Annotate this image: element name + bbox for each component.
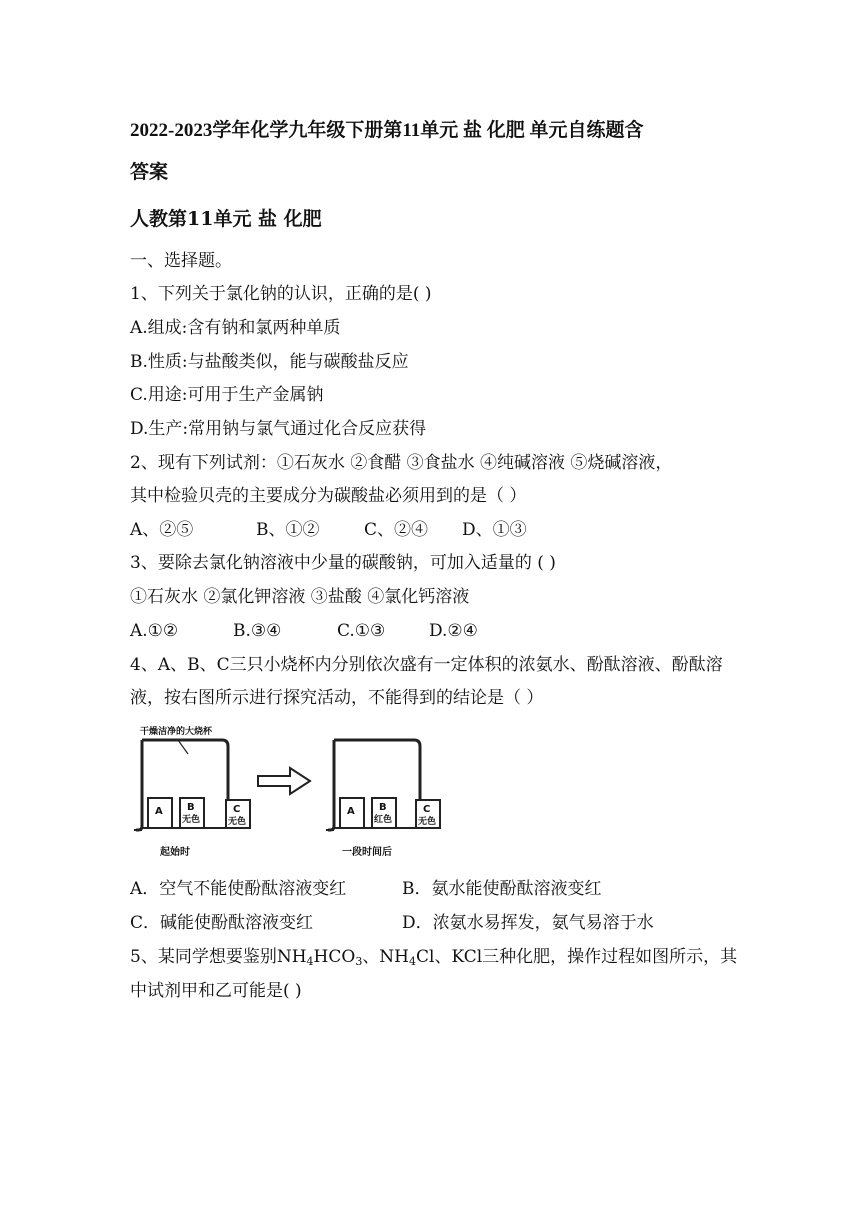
caption-start: 起始时 [160, 847, 190, 858]
question-4-option-c: C．碱能使酚酞溶液变红 [130, 913, 314, 933]
question-1-stem: 1、下列关于氯化钠的认识，正确的是( ) [130, 284, 432, 304]
question-3-reagents: ①石灰水 ②氯化钾溶液 ③盐酸 ④氯化钙溶液 [130, 587, 470, 607]
question-2-stem-line1: 2、现有下列试剂：①石灰水 ②食醋 ③食盐水 ④纯碱溶液 ⑤烧碱溶液， [130, 453, 673, 473]
arrow-icon [258, 768, 310, 794]
question-2-option-a: A、②⑤ [130, 520, 194, 540]
big-beaker-label: 干燥洁净的大烧杯 [140, 727, 213, 737]
question-5-stem-line2: 中试剂甲和乙可能是( ) [130, 981, 302, 1001]
question-2-option-d: D、①③ [462, 520, 527, 540]
experiment-figure [130, 718, 460, 863]
q5-sub-2: 3 [355, 955, 363, 968]
cup-c-after-state: 无色 [418, 817, 437, 827]
question-4-stem-line2: 液，按右图所示进行探究活动，不能得到的结论是（ ） [130, 688, 544, 708]
question-2-stem-line2: 其中检验贝壳的主要成分为碳酸盐必须用到的是（ ） [130, 486, 527, 506]
cup-a-start-label: A [155, 806, 163, 817]
question-2-option-b: B、①② [256, 520, 320, 540]
question-3-option-b: B.③④ [233, 621, 282, 641]
document-title-line1: 2022-2023学年化学九年级下册第11单元 盐 化肥 单元自练题含 [130, 120, 644, 141]
question-5-stem-line1 [130, 946, 737, 968]
question-1-option-b: B.性质:与盐酸类似，能与碳酸盐反应 [130, 352, 409, 372]
question-4-option-a: A．空气不能使酚酞溶液变红 [130, 879, 347, 899]
q5-text-d: Cl、KCl三种化肥，操作过程如图所示，其 [416, 947, 738, 967]
q5-text-b: HCO [313, 947, 356, 967]
cup-b-after-state: 红色 [374, 815, 393, 825]
question-3-stem: 3、要除去氯化钠溶液中少量的碳酸钠，可加入适量的 ( ) [130, 553, 556, 573]
big-beaker-after [328, 740, 334, 830]
q5-sub-1: 4 [306, 955, 314, 968]
q5-sub-3: 4 [409, 955, 417, 968]
question-4-option-d: D．浓氨水易挥发，氨气易溶于水 [402, 913, 654, 933]
question-4-stem-line1: 4、A、B、C三只小烧杯内分别依次盛有一定体积的浓氨水、酚酞溶液、酚酞溶 [130, 655, 723, 675]
cup-c-start-state: 无色 [228, 817, 247, 827]
document-subtitle: 人教第11单元 盐 化肥 [130, 208, 322, 230]
cup-c-start-label: C [233, 804, 241, 815]
section-heading: 一、选择题。 [130, 251, 232, 271]
question-3-option-c: C.①③ [337, 621, 386, 641]
cup-c-after-label: C [423, 804, 431, 815]
question-3-option-a: A.①② [130, 621, 179, 641]
big-beaker-start [136, 740, 142, 830]
cup-a-after-label: A [347, 806, 355, 817]
cup-b-start-label: B [187, 802, 195, 813]
q5-text-a: 5、某同学想要鉴别NH [130, 947, 307, 967]
question-2-option-c: C、②④ [364, 520, 429, 540]
q5-text-c: 、NH [362, 947, 410, 967]
cup-b-start-state: 无色 [182, 815, 201, 825]
question-1-option-c: C.用途:可用于生产金属钠 [130, 385, 324, 405]
question-4-option-b: B．氨水能使酚酞溶液变红 [402, 879, 602, 899]
cup-b-after-label: B [379, 802, 387, 813]
question-3-option-d: D.②④ [429, 621, 478, 641]
document-title-line2: 答案 [130, 162, 169, 183]
question-1-option-d: D.生产:常用钠与氯气通过化合反应获得 [130, 419, 427, 439]
question-1-option-a: A.组成:含有钠和氯两种单质 [130, 318, 341, 338]
caption-after: 一段时间后 [342, 847, 392, 858]
